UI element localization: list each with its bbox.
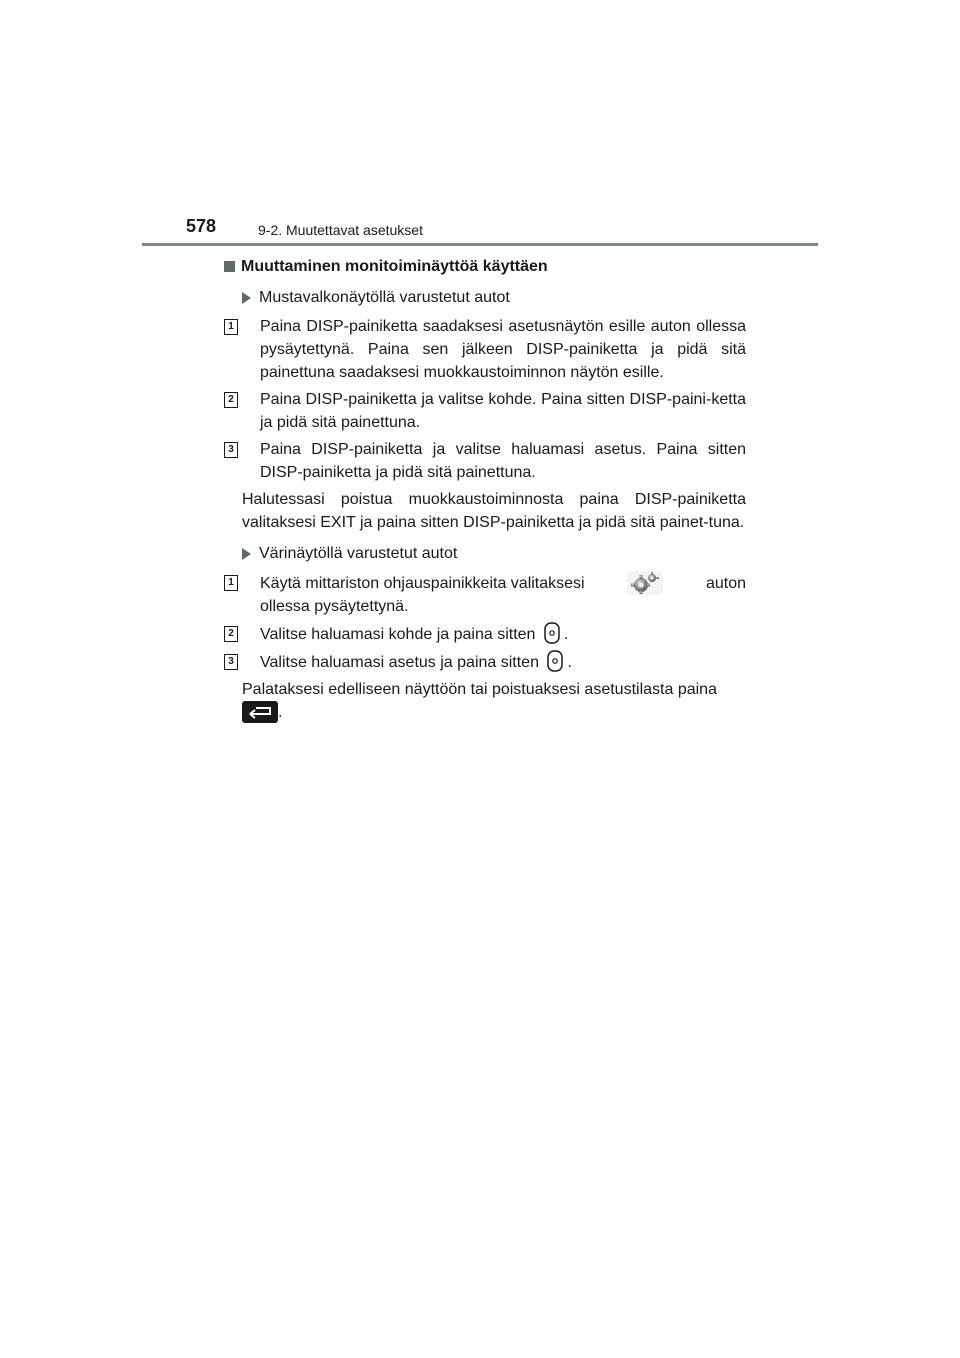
step-number: 1 [224,319,238,335]
section-heading [224,255,746,278]
subsection-title: Värinäytöllä varustetut autot [259,545,458,562]
step-text: Valitse haluamasi kohde ja paina sitten [260,626,536,643]
section-title: 9-2. Muutettavat asetukset [258,222,423,238]
step-number: 3 [224,442,238,458]
return-note [224,678,746,724]
period: . [278,704,283,721]
step-item [224,388,746,434]
step-number: 2 [224,392,238,408]
period: . [567,654,572,671]
step-text: Valitse haluamasi asetus ja paina sitten [260,654,539,671]
step-number: 3 [224,654,238,670]
step-line [260,571,746,595]
subsection-color [242,542,746,565]
gear-icon [627,571,663,595]
step-text: Paina DISP-painiketta ja valitse kohde. Paina sitten DISP-paini-ketta ja pidä sitä painettuna. [260,391,746,431]
step-number: 1 [224,575,238,591]
period: . [563,626,569,643]
triangle-bullet-icon [242,292,251,304]
step-text: Paina DISP-painiketta saadaksesi asetusnäytön esille auton ollessa pysäytettynä. Paina sen jälkeen DISP-painiketta ja pidä sitä painettuna saadaksesi muokkaustoiminnon näytön esille. [260,318,746,381]
step-item [224,438,746,484]
triangle-bullet-icon [242,548,251,560]
square-bullet-icon [224,261,235,272]
heading-text: Muuttaminen monitoiminäyttöä käyttäen [241,258,548,275]
ok-button-icon [547,650,563,672]
header-divider [142,243,818,246]
return-note-text: Palataksesi edelliseen näyttöön tai poistuaksesi asetustilasta paina [242,681,717,698]
step-item [224,650,746,674]
main-content [224,255,746,730]
step-text-end: auton [705,574,746,592]
step-text-line2: ollessa pysäytettynä. [260,598,409,615]
subsection-title: Mustavalkonäytöllä varustetut autot [259,289,510,306]
subsection-monochrome [242,286,746,309]
back-icon [242,701,278,723]
step-item [224,622,746,646]
step-item [224,315,746,384]
ok-button-icon [544,622,560,644]
step-text: Paina DISP-painiketta ja valitse haluamasi asetus. Paina sitten DISP-painiketta ja pidä sitä painettuna. [260,441,746,481]
exit-note: Halutessasi poistua muokkaustoiminnosta paina DISP-painiketta valitaksesi EXIT ja paina sitten DISP-painiketta ja pidä sitä painet-tuna. [242,491,746,531]
step-text: Käytä mittariston ohjauspainikkeita valitaksesi [260,574,585,592]
step-item [224,571,746,618]
page-number: 578 [186,216,217,236]
step-number: 2 [224,626,238,642]
